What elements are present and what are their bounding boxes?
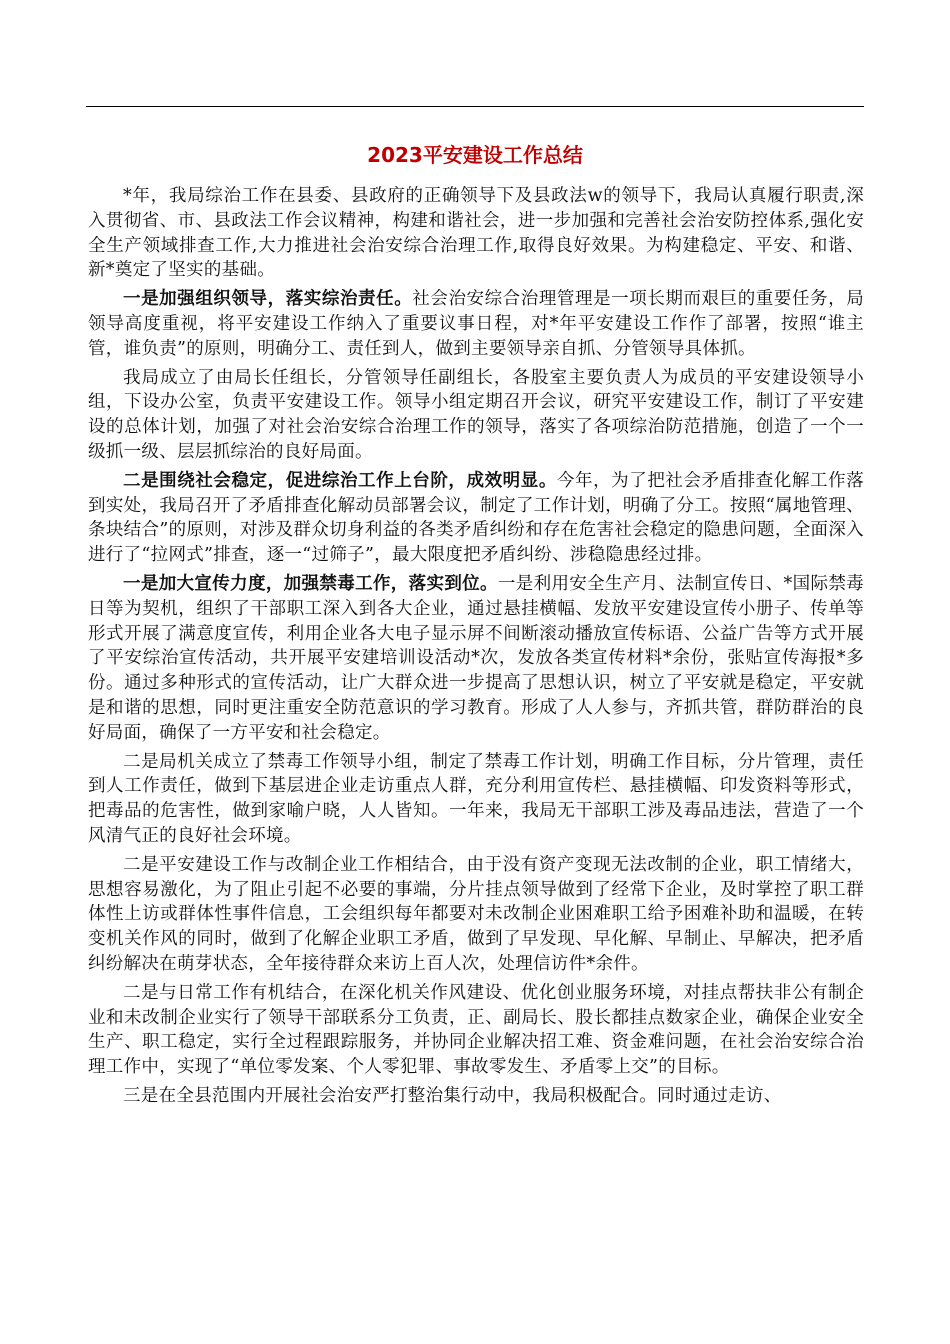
paragraph-section-1: [88, 287, 864, 361]
paragraph-anti-drug: [88, 750, 864, 849]
paragraph-text: *年，我局综治工作在县委、县政府的正确领导下及县政法w的领导下，我局认真履行职责,深入贯彻省、市、县政法工作会议精神，构建和谐社会，进一步加强和完善社会治安防控体系,强化安全生产领域排查工作,大力推进社会治安综合治理工作,取得良好效果。为构建稳定、平安、和谐、新*奠定了坚实的基础。: [88, 186, 864, 281]
paragraph-intro: [88, 184, 864, 283]
paragraph-text: 一是利用安全生产月、法制宣传日、*国际禁毒日等为契机，组织了干部职工深入到各大企业，通过悬挂横幅、发放平安建设宣传小册子、传单等形式开展了满意度宣传，利用企业各大电子显示屏不间断滚动播放宣传标语、公益广告等方式开展了平安综治宣传活动，共开展平安建培训设活动*次，发放各类宣传材料*余份，张贴宣传海报*多份。通过多种形式的宣传活动，让广大群众进一步提高了思想认识，树立了平安就是稳定，平安就是和谐的思想，同时更注重安全防范意识的学习教育。形成了人人参与，齐抓共管，群防群治的良好局面，确保了一方平安和社会稳定。: [88, 573, 864, 743]
document-body: [88, 184, 864, 1113]
paragraph-daily-work: [88, 981, 864, 1080]
paragraph-enterprise-reform: [88, 853, 864, 977]
paragraph-leadership-group: [88, 366, 864, 465]
paragraph-text: 二是局机关成立了禁毒工作领导小组，制定了禁毒工作计划，明确工作目标，分片管理，责任到人工作责任，做到下基层进企业走访重点人群，充分利用宣传栏、悬挂横幅、印发资料等形式，把毒品的危害性，做到家喻户晓，人人皆知。一年来，我局无干部职工涉及毒品违法，营造了一个风清气正的良好社会环境。: [88, 751, 864, 846]
paragraph-section-2: [88, 469, 864, 568]
paragraph-text: 社会治安综合治理管理是一项长期而艰巨的重要任务，局领导高度重视，将平安建设工作纳入了重要议事日程，对*年平安建设工作作了部署，按照“谁主管，谁负责”的原则，明确分工、责任到人，做到主要领导亲自抓、分管领导具体抓。: [88, 289, 864, 359]
paragraph-text: 三是在全县范围内开展社会治安严打整治集行动中，我局积极配合。同时通过走访、: [123, 1085, 782, 1106]
section-heading: 二是围绕社会稳定，促进综治工作上台阶，成效明显。: [123, 470, 557, 491]
paragraph-text: 二是平安建设工作与改制企业工作相结合，由于没有资产变现无法改制的企业，职工情绪大，思想容易激化，为了阻止引起不必要的事端，分片挂点领导做到了经常下企业，及时掌控了职工群体性上访或群体性事件信息，工会组织每年都要对未改制企业困难职工给予困难补助和温暖，在转变机关作风的同时，做到了化解企业职工矛盾，做到了早发现、早化解、早制止、早解决，把矛盾纠纷解决在萌芽状态，全年接待群众来访上百人次，处理信访件*余件。: [88, 854, 864, 974]
section-heading: 一是加大宣传力度，加强禁毒工作，落实到位。: [123, 573, 498, 594]
document-title: 2023平安建设工作总结: [367, 143, 583, 167]
paragraph-crackdown: [88, 1084, 864, 1109]
header-rule: [86, 106, 864, 107]
paragraph-text: 二是与日常工作有机结合，在深化机关作风建设、优化创业服务环境，对挂点帮扶非公有制企业和未改制企业实行了领导干部联系分工负责，正、副局长、股长都挂点数家企业，确保企业安全生产、职工稳定，实行全过程跟踪服务，并协同企业解决招工难、资金难问题，在社会治安综合治理工作中，实现了“单位零发案、个人零犯罪、事故零发生、矛盾零上交”的目标。: [88, 982, 864, 1078]
paragraph-text: 我局成立了由局长任组长，分管领导任副组长，各股室主要负责人为成员的平安建设领导小组，下设办公室，负责平安建设工作。领导小组定期召开会议，研究平安建设工作，制订了平安建设的总体计划，加强了对社会治安综合治理工作的领导，落实了各项综治防范措施，创造了一个一级抓一级、层层抓综治的良好局面。: [88, 367, 864, 462]
paragraph-section-3: [88, 572, 864, 746]
paragraph-text: 今年，为了把社会矛盾排查化解工作落到实处，我局召开了矛盾排查化解动员部署会议，制定了工作计划，明确了分工。按照“属地管理、条块结合”的原则，对涉及群众切身利益的各类矛盾纠纷和存在危害社会稳定的隐患问题，全面深入进行了“拉网式”排查，逐一“过筛子”，最大限度把矛盾纠纷、涉稳隐患经过排。: [88, 470, 864, 566]
section-heading: 一是加强组织领导，落实综治责任。: [123, 289, 413, 310]
